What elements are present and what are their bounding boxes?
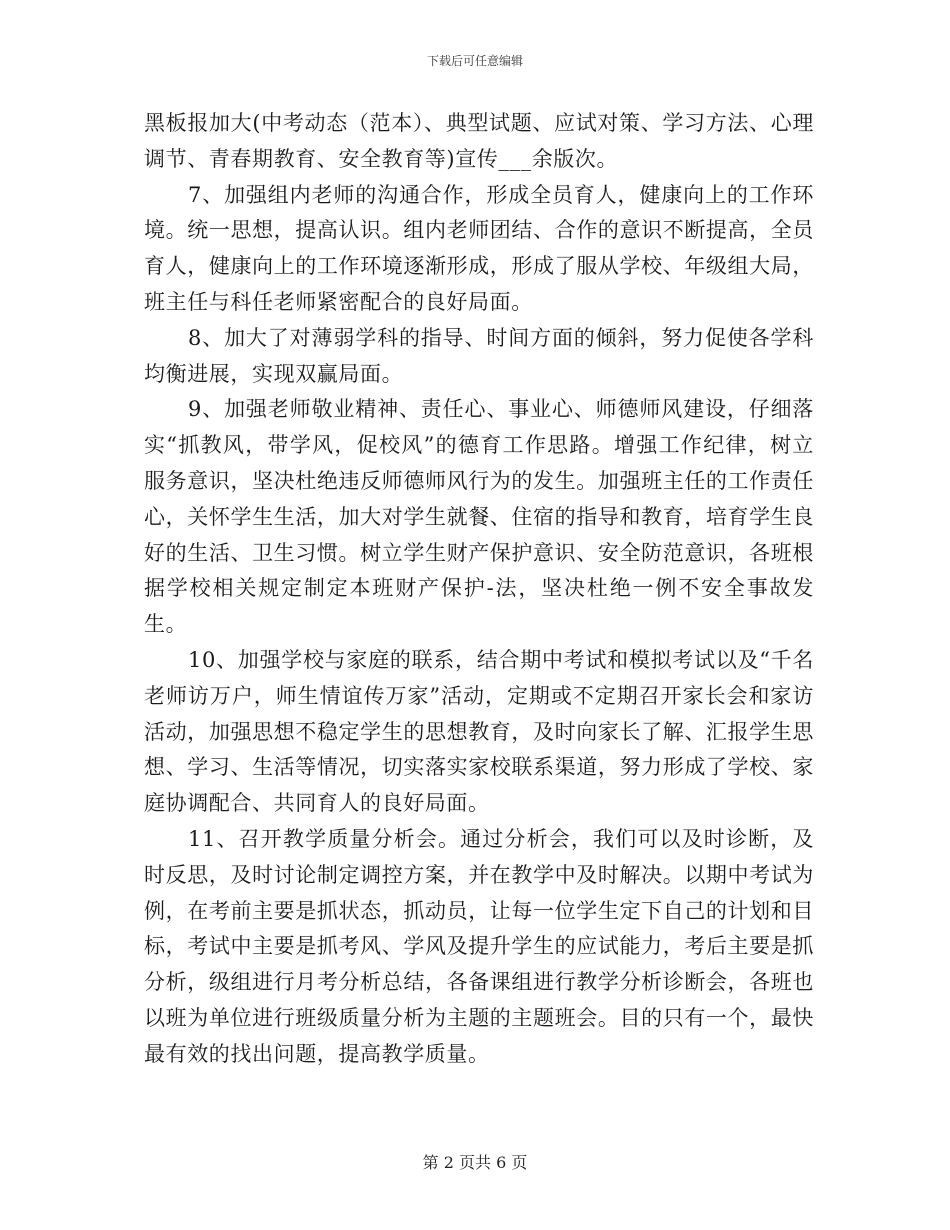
paragraph-item-9: 9、加强老师敬业精神、责任心、事业心、师德师风建设，仔细落实“抓教风，带学风，促校风”的德育工作思路。增强工作纪律，树立服务意识，坚决杜绝违反师德师风行为的发生。加强班主任的工作责任心，关怀学生生活，加大对学生就餐、住宿的指导和教育，培育学生良好的生活、卫生习惯。树立学生财产保护意识、安全防范意识，各班根据学校相关规定制定本班财产保护-法，坚决杜绝一例不安全事故发生。 — [144, 397, 814, 637]
document-body — [144, 106, 814, 1073]
page-footer: 第 2 页共 6 页 — [422, 1153, 528, 1172]
paragraph-item-8: 8、加大了对薄弱学科的指导、时间方面的倾斜，努力促使各学科均衡进展，实现双赢局面。 — [144, 325, 814, 386]
paragraph-item-7: 7、加强组内老师的沟通合作，形成全员育人，健康向上的工作环境。统一思想，提高认识。组内老师团结、合作的意识不断提高，全员育人，健康向上的工作环境逐渐形成，形成了服从学校、年级组大局，班主任与科任老师紧密配合的良好局面。 — [144, 182, 814, 314]
paragraph-continuation: 黑板报加大(中考动态（范本）、典型试题、应试对策、学习方法、心理调节、青春期教育、安全教育等)宣传___余版次。 — [144, 111, 814, 171]
paragraph-item-10: 10、加强学校与家庭的联系，结合期中考试和模拟考试以及“千名老师访万户，师生情谊传万家”活动，定期或不定期召开家长会和家访活动，加强思想不稳定学生的思想教育，及时向家长了解、汇报学生思想、学习、生活等情况，切实落实家校联系渠道，努力形成了学校、家庭协调配合、共同育人的良好局面。 — [144, 647, 814, 816]
page-header: 下载后可任意编辑 — [426, 54, 523, 68]
paragraph-item-11: 11、召开教学质量分析会。通过分析会，我们可以及时诊断，及时反思，及时讨论制定调控方案，并在教学中及时解决。以期中考试为例，在考前主要是抓状态，抓动员，让每一位学生定下自己的计划和目标，考试中主要是抓考风、学风及提升学生的应试能力，考后主要是抓分析，级组进行月考分析总结，各备课组进行教学分析诊断会，各班也以班为单位进行班级质量分析为主题的主题班会。目的只有一个，最快最有效的找出问题，提高教学质量。 — [144, 826, 814, 1066]
